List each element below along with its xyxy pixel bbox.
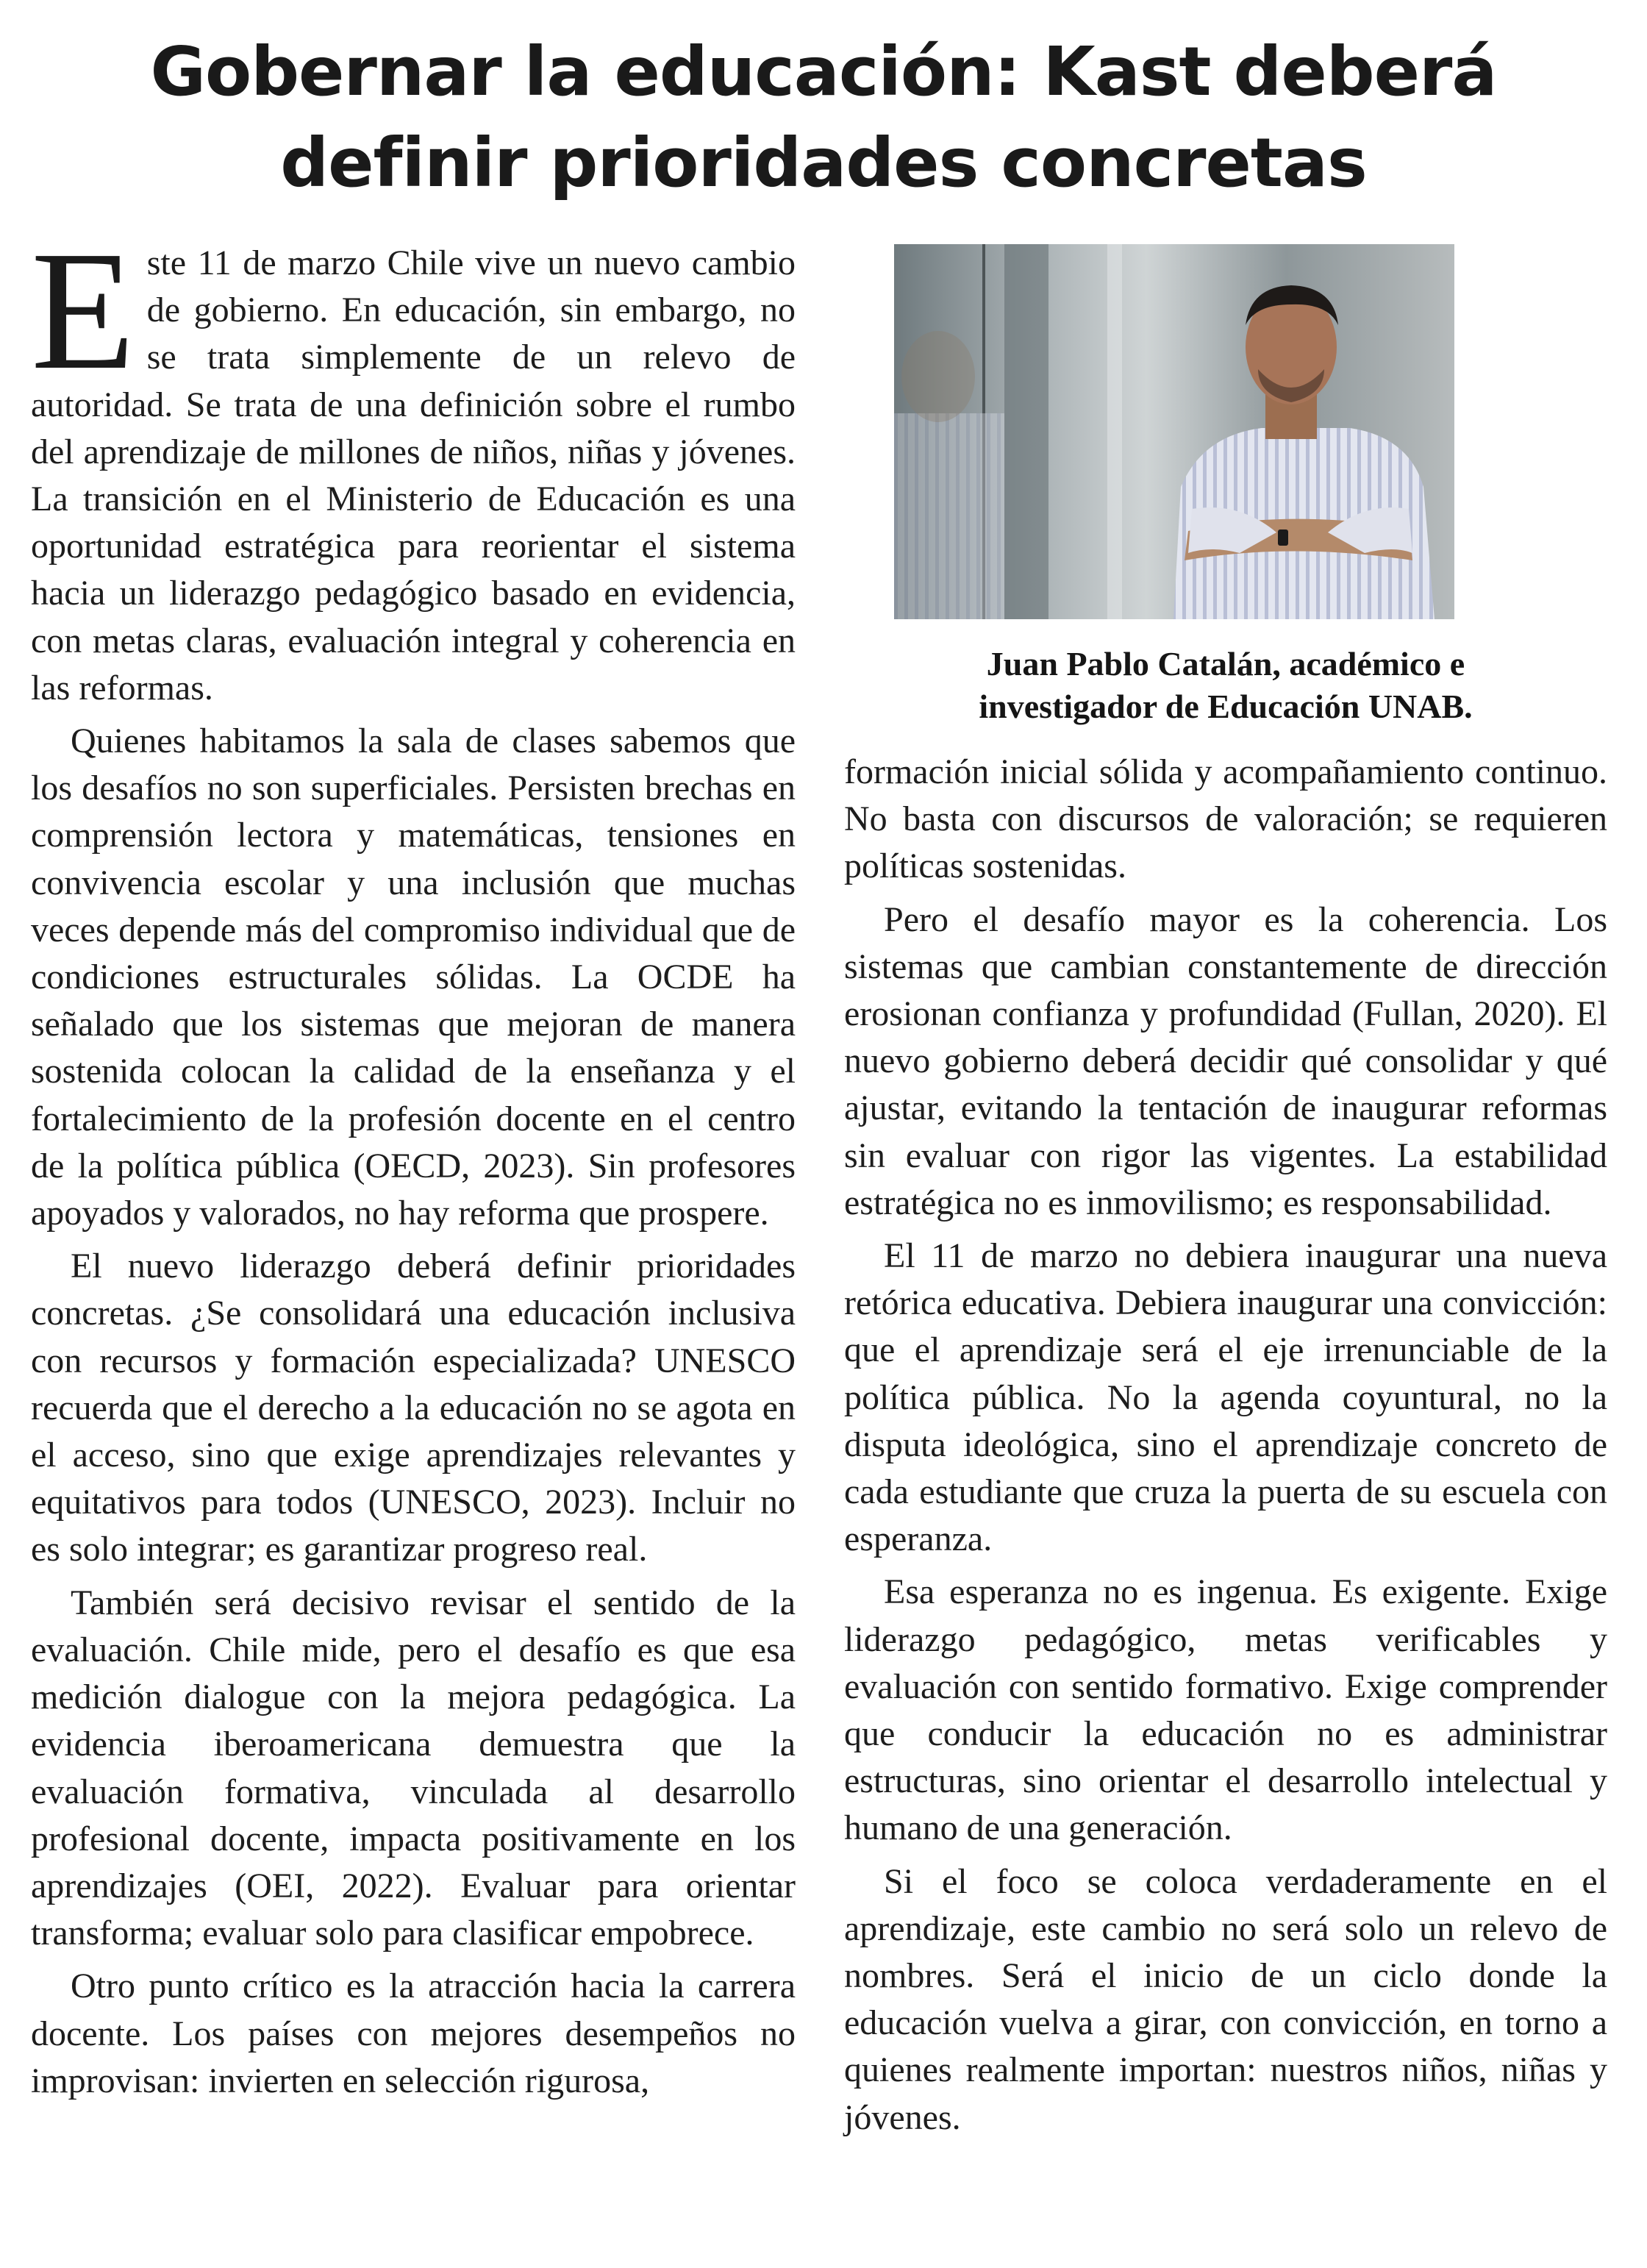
portrait-photo-icon bbox=[894, 244, 1454, 619]
photo-caption bbox=[844, 643, 1607, 728]
paragraph-10: Si el foco se coloca verdaderamente en el aprendizaje, este cambio no será solo un relevo de nombres. Será el inicio de un ciclo donde la educación vuelva a girar, con convicción, en torno a quienes realmente importan: nuestros niños, niñas y jóvenes. bbox=[844, 1861, 1607, 2137]
headline-line-2: definir prioridades concretas bbox=[280, 124, 1367, 202]
paragraph-7: Pero el desafío mayor es la coherencia. Los sistemas que cambian constantemente de dirección erosionan confianza y profundidad (Fullan, 2020). El nuevo gobierno deberá decidir qué consolidar y qué ajustar, evitando la tentación de inaugurar reformas sin evaluar con rigor las vigentes. La estabilidad estratégica no es inmovilismo; es responsabilidad. bbox=[844, 899, 1607, 1222]
caption-line-1: Juan Pablo Catalán, académico e bbox=[986, 645, 1465, 682]
author-photo bbox=[894, 244, 1454, 619]
paragraph-9: Esa esperanza no es ingenua. Es exigente. Exige liderazgo pedagógico, metas verificables y evaluación con sentido formativo. Exige comprender que conducir la educación no es administrar estructuras, sino orientar el desarrollo intelectual y humano de una generación. bbox=[844, 1572, 1607, 1848]
paragraph-2: Quienes habitamos la sala de clases sabemos que los desafíos no son superficiales. Persisten brechas en comprensión lectora y matemáticas, tensiones en convivencia escolar y una inclusión que muchas veces depende más del compromiso individual que de condiciones estructurales sólidas. La OCDE ha señalado que los sistemas que mejoran de manera sostenida colocan la calidad de la enseñanza y el fortalecimiento de la profesión docente en el centro de la política pública (OECD, 2023). Sin profesores apoyados y valorados, no hay reforma que prospere. bbox=[31, 721, 796, 1233]
caption-line-2: investigador de Educación UNAB. bbox=[979, 688, 1473, 725]
paragraph-1 bbox=[31, 216, 796, 712]
paragraph-8: El 11 de marzo no debiera inaugurar una nueva retórica educativa. Debiera inaugurar una convicción: que el aprendizaje será el eje irrenunciable de la política pública. No la agenda coyuntural, no la disputa ideológica, sino el aprendizaje concreto de cada estudiante que cruza la puerta de su escuela con esperanza. bbox=[844, 1236, 1607, 1559]
left-column bbox=[31, 216, 796, 2105]
headline-line-1: Gobernar la educación: Kast deberá bbox=[150, 32, 1497, 111]
paragraph-3: El nuevo liderazgo deberá definir prioridades concretas. ¿Se consolidará una educación inclusiva con recursos y formación especializada? UNESCO recuerda que el derecho a la educación no se agota en el acceso, sino que exige aprendizajes relevantes y equitativos para todos (UNESCO, 2023). Incluir no es solo integrar; es garantizar progreso real. bbox=[31, 1247, 796, 1569]
right-column bbox=[844, 749, 1607, 2142]
paragraph-6: formación inicial sólida y acompañamiento continuo. No basta con discursos de valoración; se requieren políticas sostenidas. bbox=[844, 752, 1607, 886]
dropcap: E bbox=[31, 216, 135, 405]
paragraph-4: También será decisivo revisar el sentido de la evaluación. Chile mide, pero el desafío es que esa medición dialogue con la mejora pedagógica. La evidencia iberoamericana demuestra que la evaluación formativa, vinculada al desarrollo profesional docente, impacta positivamente en los aprendizajes (OEI, 2022). Evaluar para orientar transforma; evaluar solo para clasificar empobrece. bbox=[31, 1583, 796, 1953]
paragraph-1-text: ste 11 de marzo Chile vive un nuevo cambio de gobierno. En educación, sin embargo, no se trata simplemente de un relevo de autoridad. Se trata de una definición sobre el rumbo del aprendizaje de millones de niños, niñas y jóvenes. La transición en el Ministerio de Educación es una oportunidad estratégica para reorientar el sistema hacia un liderazgo pedagógico basado en evidencia, con metas claras, evaluación integral y coherencia en las reformas. bbox=[31, 243, 796, 707]
paragraph-5: Otro punto crítico es la atracción hacia la carrera docente. Los países con mejores desempeños no improvisan: invierten en selección rigurosa, bbox=[31, 1966, 796, 2100]
headline bbox=[29, 26, 1618, 209]
